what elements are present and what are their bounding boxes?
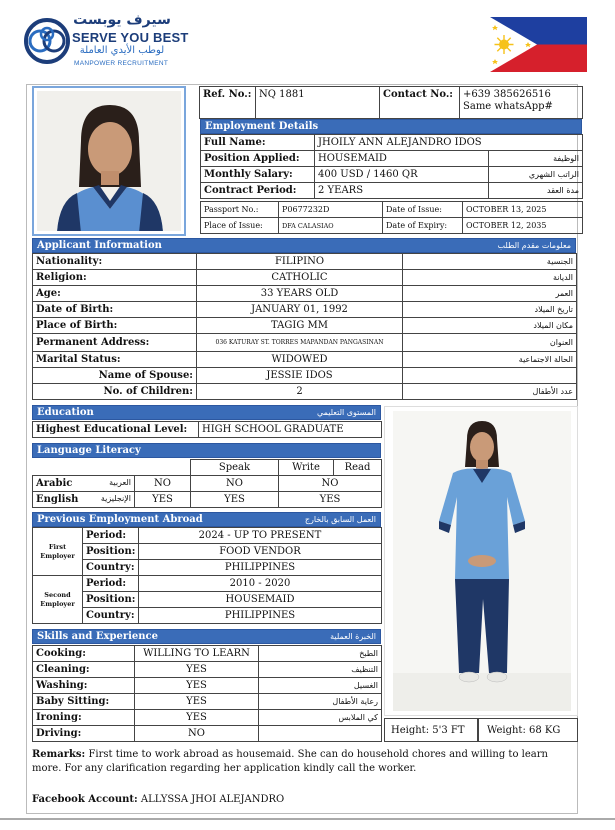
cleaning-value: YES (135, 662, 259, 678)
issue-date-label: Date of Issue: (383, 202, 463, 218)
washing-value: YES (135, 678, 259, 694)
salary-value: 400 USD / 1460 QR (315, 167, 489, 183)
pob-label: Place of Birth: (33, 318, 197, 334)
applicant-info-title: Applicant Information (37, 240, 162, 251)
contact-value: +639 385626516 (463, 89, 551, 100)
arabic-speak-value: NO (135, 476, 191, 492)
language-title: Language Literacy (37, 445, 141, 456)
cooking-value: WILLING TO LEARN (135, 646, 259, 662)
first-position-label: Position: (83, 544, 139, 560)
skills-table (32, 645, 382, 742)
driving-value: NO (135, 726, 259, 742)
education-header (32, 405, 381, 420)
age-value: 33 YEARS OLD (197, 286, 403, 302)
washing-label: Washing: (33, 678, 135, 694)
employment-details-table (200, 134, 583, 199)
marital-arabic-label: الحالة الاجتماعية (403, 352, 577, 368)
first-employer-label: First Employer (33, 528, 83, 576)
ref-label: Ref. No.: (200, 87, 256, 119)
nationality-value: FILIPINO (197, 254, 403, 270)
ironing-label: Ironing: (33, 710, 135, 726)
arabic-language-label-ar: العربية (109, 478, 131, 487)
babysitting-arabic-label: رعاية الأطفال (259, 694, 382, 710)
full-name-label: Full Name: (201, 135, 315, 151)
spouse-value: JESSIE IDOS (197, 368, 403, 384)
philippines-flag-icon (490, 17, 587, 72)
first-country-value: PHILIPPINES (139, 560, 382, 576)
full-name-value: JHOILY ANN ALEJANDRO IDOS (315, 135, 583, 151)
religion-arabic-label: الديانة (403, 270, 577, 286)
skills-title-arabic: الخبرة العملية (330, 632, 376, 641)
dob-arabic-label: تاريخ الميلاد (403, 302, 577, 318)
contract-arabic-label: مدة العقد (489, 183, 583, 199)
spouse-arabic-label (403, 368, 577, 384)
ironing-arabic-label: كي الملابس (259, 710, 382, 726)
pob-value: TAGIG MM (197, 318, 403, 334)
first-country-label: Country: (83, 560, 139, 576)
language-table (32, 459, 382, 508)
employment-details-title: Employment Details (205, 121, 319, 132)
arabic-write-value: NO (191, 476, 279, 492)
cleaning-arabic-label: التنظيف (259, 662, 382, 678)
nationality-label: Nationality: (33, 254, 197, 270)
logo-arabic-text: سيرف يوبست (73, 12, 171, 28)
ref-value: NQ 1881 (256, 87, 380, 119)
age-arabic-label: العمر (403, 286, 577, 302)
remarks-text: First time to work abroad as housemaid. She can do household chores and willing to learn more. For any clarification regarding her application kindly call the worker. (32, 749, 548, 774)
salary-label: Monthly Salary: (201, 167, 315, 183)
marital-value: WIDOWED (197, 352, 403, 368)
expiry-label: Date of Expiry: (383, 218, 463, 234)
second-country-value: PHILIPPINES (139, 608, 382, 624)
second-country-label: Country: (83, 608, 139, 624)
facebook-section (32, 794, 284, 805)
religion-label: Religion: (33, 270, 197, 286)
address-arabic-label: العنوان (403, 334, 577, 352)
english-write-value: YES (191, 492, 279, 508)
company-logo-icon (24, 16, 70, 66)
write-header: Write (279, 460, 334, 476)
reference-table (199, 86, 583, 119)
pob-arabic-label: مكان الميلاد (403, 318, 577, 334)
education-level-label: Highest Educational Level: (33, 422, 199, 438)
ironing-value: YES (135, 710, 259, 726)
position-label: Position Applied: (201, 151, 315, 167)
driving-label: Driving: (33, 726, 135, 742)
second-period-value: 2010 - 2020 (139, 576, 382, 592)
passport-label: Passport No.: (201, 202, 279, 218)
remarks-section (32, 748, 576, 776)
second-period-label: Period: (83, 576, 139, 592)
second-position-value: HOUSEMAID (139, 592, 382, 608)
facebook-value: ALLYSSA JHOI ALEJANDRO (140, 794, 285, 805)
speak-header: Speak (191, 460, 279, 476)
first-period-label: Period: (83, 528, 139, 544)
facebook-label: Facebook Account: (32, 794, 138, 805)
spouse-label: Name of Spouse: (33, 368, 197, 384)
age-label: Age: (33, 286, 197, 302)
education-level-value: HIGH SCHOOL GRADUATE (199, 422, 382, 438)
previous-employment-table (32, 527, 382, 624)
first-position-value: FOOD VENDOR (139, 544, 382, 560)
salary-arabic-label: الراتب الشهري (489, 167, 583, 183)
bottom-divider (0, 818, 615, 820)
expiry-value: OCTOBER 12, 2035 (463, 218, 583, 234)
address-value: 036 KATURAY ST. TORRES MAPANDAN PANGASINAN (197, 334, 403, 352)
education-title: Education (37, 407, 94, 418)
read-header: Read (334, 460, 382, 476)
logo-english-text: SERVE YOU BEST (72, 30, 189, 45)
english-speak-value: YES (135, 492, 191, 508)
height-value: Height: 5'3 FT (384, 718, 478, 742)
education-title-arabic: المستوى التعليمي (316, 408, 376, 417)
language-header (32, 443, 381, 458)
children-label: No. of Children: (33, 384, 197, 400)
portrait-photo (32, 86, 186, 236)
children-value: 2 (197, 384, 403, 400)
arabic-read-value: NO (279, 476, 382, 492)
babysitting-value: YES (135, 694, 259, 710)
cleaning-label: Cleaning: (33, 662, 135, 678)
cooking-arabic-label: الطبخ (259, 646, 382, 662)
passport-table (200, 201, 583, 234)
applicant-info-table (32, 253, 577, 400)
issue-place-label: Place of Issue: (201, 218, 279, 234)
passport-value: P0677232D (279, 202, 383, 218)
skills-title: Skills and Experience (37, 631, 158, 642)
weight-value: Weight: 68 KG (478, 718, 578, 742)
arabic-language-label: Arabic (36, 478, 73, 489)
first-period-value: 2024 - UP TO PRESENT (139, 528, 382, 544)
second-employer-label: Second Employer (33, 576, 83, 624)
english-language-label: English (36, 494, 79, 505)
second-position-label: Position: (83, 592, 139, 608)
contract-value: 2 YEARS (315, 183, 489, 199)
employment-details-header (200, 119, 582, 134)
position-arabic-label: الوظيفة (489, 151, 583, 167)
washing-arabic-label: الغسيل (259, 678, 382, 694)
issue-date-value: OCTOBER 13, 2025 (463, 202, 583, 218)
logo-subtitle: MANPOWER RECRUITMENT (74, 60, 169, 67)
contract-label: Contract Period: (201, 183, 315, 199)
logo-arabic-subtext: لوطب الأيدي العاملة (79, 45, 165, 56)
skills-header (32, 629, 381, 644)
english-read-value: YES (279, 492, 382, 508)
religion-value: CATHOLIC (197, 270, 403, 286)
applicant-info-header (32, 238, 576, 253)
education-table (32, 421, 382, 438)
cooking-label: Cooking: (33, 646, 135, 662)
position-value: HOUSEMAID (315, 151, 489, 167)
dob-label: Date of Birth: (33, 302, 197, 318)
previous-employment-header (32, 512, 381, 527)
full-body-photo (384, 406, 578, 716)
address-label: Permanent Address: (33, 334, 197, 352)
previous-employment-title-arabic: العمل السابق بالخارج (304, 515, 376, 524)
previous-employment-title: Previous Employment Abroad (37, 514, 203, 525)
dob-value: JANUARY 01, 1992 (197, 302, 403, 318)
nationality-arabic-label: الجنسية (403, 254, 577, 270)
driving-arabic-label (259, 726, 382, 742)
applicant-info-title-arabic: معلومات مقدم الطلب (497, 241, 571, 250)
issue-place-value: DFA CALASIAO (279, 218, 383, 234)
remarks-label: Remarks: (32, 749, 86, 760)
children-arabic-label: عدد الأطفال (403, 384, 577, 400)
contact-note: Same whatsApp# (463, 101, 553, 112)
babysitting-label: Baby Sitting: (33, 694, 135, 710)
contact-label: Contact No.: (380, 87, 460, 119)
english-language-label-ar: الإنجليزية (100, 494, 131, 503)
marital-label: Marital Status: (33, 352, 197, 368)
